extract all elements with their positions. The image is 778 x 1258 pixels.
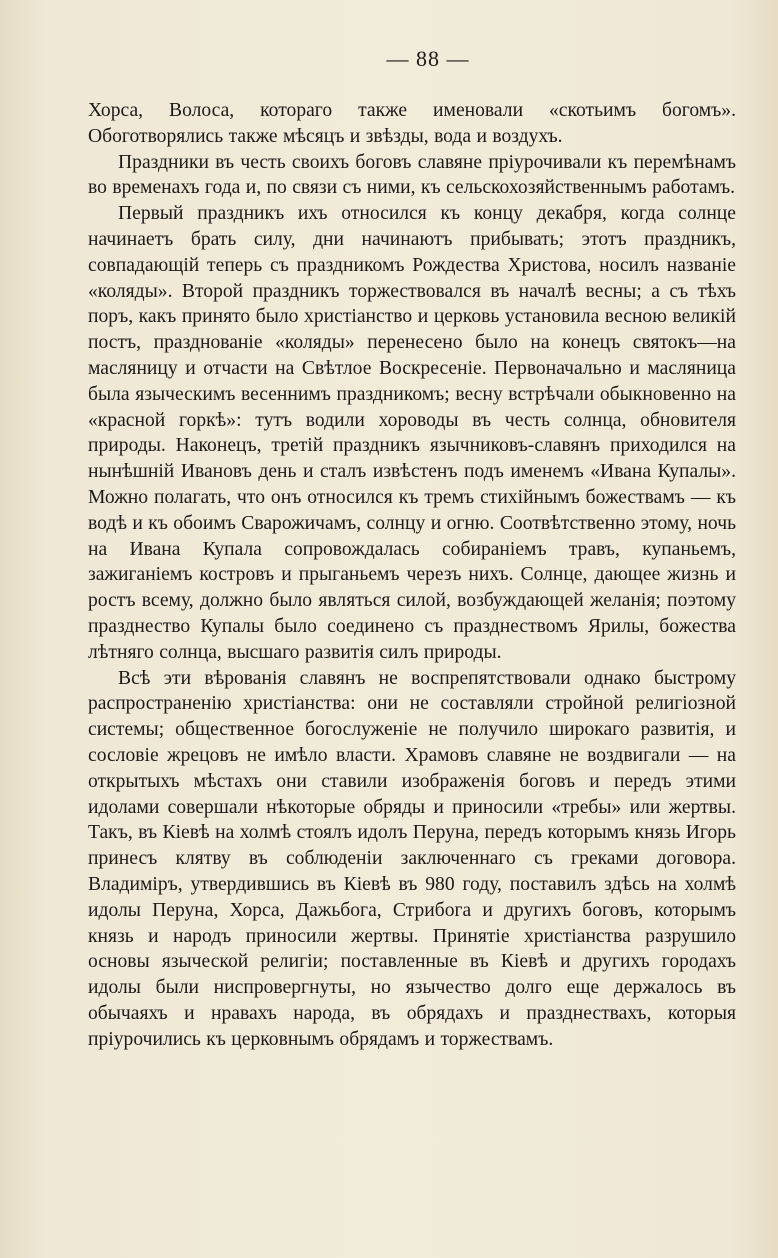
page-number: — 88 — bbox=[386, 46, 470, 71]
paragraph-holidays-intro: Праздники въ честь своихъ боговъ славяне пріурочивали къ перемѣнамъ во временахъ года и, по связи съ ними, къ сельскохозяйственнымъ работамъ. bbox=[88, 151, 736, 199]
paragraph-christianization: Всѣ эти вѣрованія славянъ не воспрепятствовали однако быстрому распространенію христіанства: они не составляли стройной религіозной системы; общественное богослуженіе не получило широкаго развитія, и сословіе жрецовъ не имѣло власти. Храмовъ славяне не воздвигали — на открытыхъ мѣстахъ они ставили изображенія боговъ и передъ этими идолами совершали нѣкоторые обряды и приносили «требы» или жертвы. Такъ, въ Кіевѣ на холмѣ стоялъ идолъ Перуна, передъ которымъ князь Игорь принесъ клятву въ соблюденіи заключеннаго съ греками договора. Владиміръ, утвердившись въ Кіевѣ въ 980 году, поставилъ здѣсь на холмѣ идолы Перуна, Хорса, Дажьбога, Стрибога и другихъ боговъ, которымъ князь и народъ приносили жертвы. Принятіе христіанства разрушило основы языческой религіи; поставленные въ Кіевѣ и другихъ городахъ идолы были ниспровергнуты, но язычество долго еще держалось въ обычаяхъ и нравахъ народа, въ обрядахъ и празднествахъ, которыя пріурочились къ церковнымъ обрядамъ и торжествамъ. bbox=[88, 667, 736, 1050]
body-text bbox=[88, 98, 736, 1052]
paragraph-continuation: Хорса, Волоса, котораго также именовали «скотьимъ богомъ». Обоготворялись также мѣсяцъ и звѣзды, вода и воздухъ. bbox=[88, 100, 736, 147]
paragraph-holidays-description: Первый праздникъ ихъ относился къ концу декабря, когда солнце начинаетъ брать силу, дни начинаютъ прибывать; этотъ праздникъ, совпадающій теперь съ праздникомъ Рождества Христова, носилъ названіе «коляды». Второй праздникъ торжествовался въ началѣ весны; а съ тѣхъ поръ, какъ принято было христіанство и церковь установила весною великій постъ, празднованіе «коляды» перенесено было на конецъ святокъ—на масляницу и отчасти на Свѣтлое Воскресеніе. Первоначально и масляница была языческимъ весеннимъ праздникомъ; весну встрѣчали обыкновенно на «красной горкѣ»: тутъ водили хороводы въ честь солнца, обновителя природы. Наконецъ, третій праздникъ язычниковъ-славянъ приходился на нынѣшній Ивановъ день и сталъ извѣстенъ подъ именемъ «Ивана Купалы». Можно полагать, что онъ относился къ тремъ стихійнымъ божествамъ — къ водѣ и къ обоимъ Сварожичамъ, солнцу и огню. Соотвѣтственно этому, ночь на Ивана Купала сопровождалась собираніемъ травъ, купаньемъ, зажиганіемъ костровъ и прыганьемъ черезъ нихъ. Солнце, дающее жизнь и ростъ всему, должно было являться силой, возбуждающей желанія; поэтому празднество Купалы было соединено съ празднествомъ Ярилы, божества лѣтняго солнца, высшаго развитія силъ природы. bbox=[88, 203, 737, 663]
